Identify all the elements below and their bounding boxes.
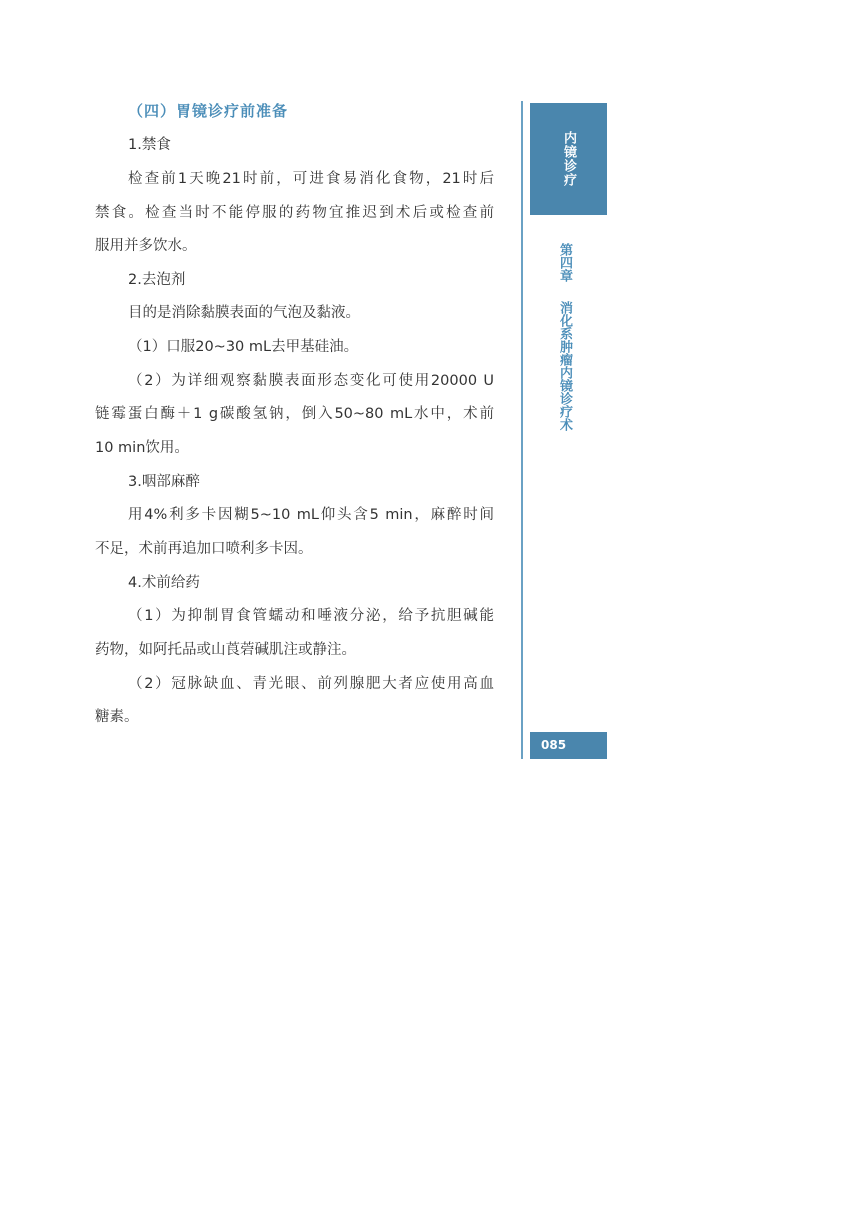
- body-line: （2）为详细观察黏膜表面形态变化可使用20000 U: [128, 373, 494, 389]
- body-line: 目的是消除黏膜表面的气泡及黏液。: [128, 305, 360, 321]
- body-line: （1）为抑制胃食管蠕动和唾液分泌，给予抗胆碱能: [128, 608, 494, 624]
- body-line: 药物，如阿托品或山莨菪碱肌注或静注。: [95, 642, 356, 658]
- body-line-item2: 2.去泡剂: [128, 272, 186, 288]
- chapter-title: 消化系肿瘤内镜诊疗术: [557, 301, 572, 431]
- body-line: （1）口服20~30 mL去甲基硅油。: [128, 339, 359, 355]
- body-line: 用4%利多卡因糊5~10 mL仰头含5 min，麻醉时间: [128, 507, 494, 523]
- body-line-item3: 3.咽部麻醉: [128, 474, 200, 490]
- body-line: 检查前1天晚21时前，可进食易消化食物，21时后: [128, 171, 494, 187]
- body-line: 10 min饮用。: [95, 440, 189, 456]
- body-line: 禁食。检查当时不能停服的药物宜推迟到术后或检查前: [95, 205, 494, 221]
- sidebar-divider: [521, 101, 523, 759]
- body-line: 服用并多饮水。: [95, 238, 197, 254]
- page-number: 085: [530, 732, 607, 759]
- section-tab-label: 内镜诊疗: [561, 131, 576, 187]
- body-line: （2）冠脉缺血、青光眼、前列腺肥大者应使用高血: [128, 676, 494, 692]
- body-line: 链霉蛋白酶＋1 g碳酸氢钠，倒入50~80 mL水中，术前: [95, 406, 494, 422]
- body-line: 不足，术前再追加口喷利多卡因。: [95, 541, 313, 557]
- chapter-label: 第四章: [557, 243, 572, 282]
- body-line-item1: 1.禁食: [128, 137, 171, 153]
- body-line-item4: 4.术前给药: [128, 575, 200, 591]
- section-heading: （四）胃镜诊疗前准备: [128, 102, 289, 120]
- body-line: 糖素。: [95, 709, 139, 725]
- section-tab: [530, 103, 607, 215]
